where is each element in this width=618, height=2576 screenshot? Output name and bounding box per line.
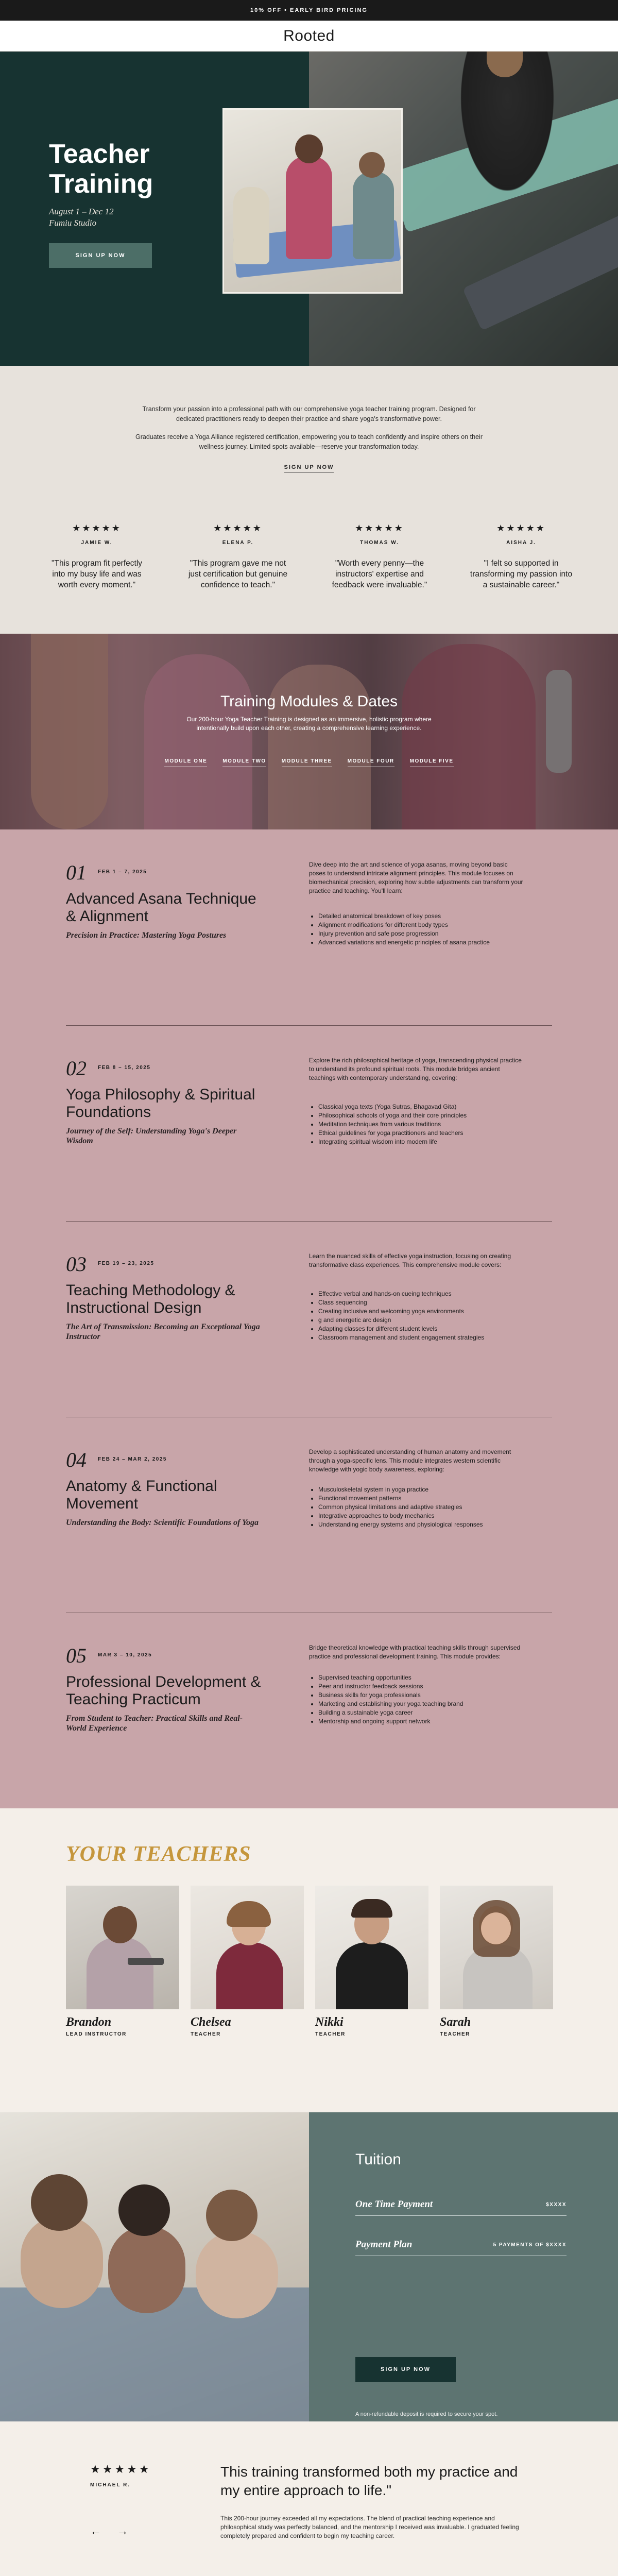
divider bbox=[66, 1221, 552, 1222]
hero-dates bbox=[49, 206, 114, 229]
module-description: Learn the nuanced skills of effective yoga instruction, focusing on creating transformative class experiences. This comprehensive module covers: bbox=[309, 1252, 511, 1268]
module-title: Advanced Asana Technique & Alignment bbox=[66, 890, 256, 925]
testimonial-author: MICHAEL R. bbox=[90, 2482, 131, 2488]
arrow-left-icon[interactable]: ← bbox=[90, 2524, 101, 2537]
list-item: • Alignment modifications for different body types bbox=[318, 921, 524, 929]
intro-signup-link[interactable]: SIGN UP NOW bbox=[284, 464, 334, 472]
teachers-title: YOUR TEACHERS bbox=[66, 1842, 251, 1866]
list-item: • Mentorship and ongoing support network bbox=[318, 1717, 524, 1726]
module-topics bbox=[318, 1103, 524, 1146]
module-number: 02 bbox=[66, 1057, 87, 1080]
hero-dates-line: August 1 – Dec 12 bbox=[49, 207, 114, 216]
teachers-section bbox=[0, 1808, 618, 2112]
testimonial-quote: This training transformed both my practice and my entire approach to life." bbox=[220, 2464, 518, 2498]
rating-stars: ★★★★★ bbox=[72, 523, 122, 533]
module-subtitle: From Student to Teacher: Practical Skills and Real-World Experience bbox=[66, 1714, 243, 1733]
list-item: • Building a sustainable yoga career bbox=[318, 1708, 524, 1717]
hero-location-line: Fumiu Studio bbox=[49, 218, 97, 228]
module-topics bbox=[318, 912, 524, 947]
module-subtitle: Journey of the Self: Understanding Yoga's Deeper Wisdom bbox=[66, 1127, 237, 1145]
list-item: • Musculoskeletal system in yoga practice bbox=[318, 1485, 524, 1494]
teacher-role: LEAD INSTRUCTOR bbox=[66, 2031, 127, 2037]
teacher-card[interactable] bbox=[440, 1886, 553, 2037]
list-item: • Meditation techniques from various traditions bbox=[318, 1120, 524, 1129]
modules-description: Our 200-hour Yoga Teacher Training is designed as an immersive, holistic program where intentionally build upon each other, creating a comprehensive learning experience. bbox=[186, 716, 432, 732]
list-item: • Marketing and establishing your yoga teaching brand bbox=[318, 1700, 524, 1708]
teacher-card[interactable] bbox=[66, 1886, 179, 2037]
teacher-photo bbox=[440, 1886, 553, 2009]
testimonial-author: ELENA P. bbox=[222, 540, 254, 546]
hero-title: Teacher Training bbox=[49, 139, 153, 199]
testimonials-row bbox=[0, 500, 618, 634]
teacher-photo bbox=[66, 1886, 179, 2009]
rating-stars: ★★★★★ bbox=[213, 523, 263, 533]
modules-section bbox=[0, 634, 618, 1808]
teacher-role: TEACHER bbox=[315, 2031, 346, 2037]
teacher-name: Chelsea bbox=[191, 2015, 231, 2029]
intro-paragraph: Graduates receive a Yoga Alliance registered certification, empowering you to teach confidently and inspire others on their wellness journey. Limited spots available—reserve your transformation today. bbox=[135, 433, 483, 450]
teacher-role: TEACHER bbox=[191, 2031, 221, 2037]
list-item: • Advanced variations and energetic principles of asana practice bbox=[318, 938, 524, 947]
teacher-name: Nikki bbox=[315, 2015, 344, 2029]
teacher-photo bbox=[191, 1886, 304, 2009]
module-block bbox=[0, 1417, 618, 1613]
testimonial-author: AISHA J. bbox=[506, 540, 536, 546]
module-topics bbox=[318, 1485, 524, 1529]
testimonial-quote: "This program gave me not just certification but genuine confidence to teach." bbox=[188, 559, 288, 589]
testimonial-quote: "This program fit perfectly into my busy life and was worth every moment." bbox=[51, 559, 143, 589]
list-item: • Effective verbal and hands-on cueing techniques bbox=[318, 1290, 524, 1298]
testimonial-card bbox=[45, 523, 148, 590]
teacher-card[interactable] bbox=[191, 1886, 304, 2037]
rating-stars: ★★★★★ bbox=[90, 2463, 151, 2476]
module-date: FEB 24 – MAR 2, 2025 bbox=[98, 1456, 167, 1462]
tab-module-five[interactable]: MODULE FIVE bbox=[410, 758, 454, 767]
brand-logo[interactable]: Rooted bbox=[283, 27, 335, 44]
list-item: • Adapting classes for different student levels bbox=[318, 1325, 524, 1333]
rating-stars: ★★★★★ bbox=[355, 523, 404, 533]
tab-module-four[interactable]: MODULE FOUR bbox=[348, 758, 394, 767]
module-number: 04 bbox=[66, 1448, 87, 1471]
teacher-name: Sarah bbox=[440, 2015, 471, 2029]
module-subtitle: The Art of Transmission: Becoming an Exceptional Yoga Instructor bbox=[66, 1323, 260, 1341]
list-item: • Injury prevention and safe pose progression bbox=[318, 929, 524, 938]
testimonial-quote: "Worth every penny—the instructors' expertise and feedback were invaluable." bbox=[332, 559, 427, 589]
divider bbox=[66, 1025, 552, 1026]
list-item: • g and energetic arc design bbox=[318, 1316, 524, 1325]
modules-title: Training Modules & Dates bbox=[220, 693, 398, 710]
tuition-price: 5 PAYMENTS OF $XXXX bbox=[493, 2242, 566, 2248]
module-title: Yoga Philosophy & Spiritual Foundations bbox=[66, 1086, 255, 1121]
tuition-label: Payment Plan bbox=[355, 2239, 413, 2250]
module-number: 01 bbox=[66, 861, 87, 884]
deposit-note: A non-refundable deposit is required to secure your spot. bbox=[355, 2411, 498, 2417]
tuition-title: Tuition bbox=[355, 2151, 401, 2168]
rating-stars: ★★★★★ bbox=[496, 523, 546, 533]
tuition-label: One Time Payment bbox=[355, 2199, 433, 2210]
list-item: • Integrating spiritual wisdom into modern life bbox=[318, 1138, 524, 1146]
teacher-photo bbox=[315, 1886, 428, 2009]
list-item: • Peer and instructor feedback sessions bbox=[318, 1682, 524, 1691]
module-description: Develop a sophisticated understanding of human anatomy and movement through a yoga-specific lens. This module integrates western scientific knowledge with yogic body awareness, exploring: bbox=[309, 1448, 511, 1473]
list-item: • Supervised teaching opportunities bbox=[318, 1673, 524, 1682]
teacher-card[interactable] bbox=[315, 1886, 428, 2037]
module-topics bbox=[318, 1290, 524, 1342]
list-item: • Ethical guidelines for yoga practitioners and teachers bbox=[318, 1129, 524, 1138]
list-item: • Classical yoga texts (Yoga Sutras, Bhagavad Gita) bbox=[318, 1103, 524, 1111]
intro-paragraph: Transform your passion into a professional path with our comprehensive yoga teacher training program. Designed for dedicated practitioners ready to deepen their practice and share yoga's transformative power. bbox=[142, 405, 476, 422]
teacher-name: Brandon bbox=[66, 2015, 112, 2029]
testimonial-author: JAMIE W. bbox=[81, 540, 113, 546]
tuition-section bbox=[0, 2112, 618, 2421]
module-subtitle: Understanding the Body: Scientific Foundations of Yoga bbox=[66, 1518, 259, 1527]
module-date: FEB 8 – 15, 2025 bbox=[98, 1065, 151, 1071]
hero-signup-button[interactable]: SIGN UP NOW bbox=[49, 243, 152, 268]
list-item: • Classroom management and student engagement strategies bbox=[318, 1333, 524, 1342]
testimonial-body: This 200-hour journey exceeded all my expectations. The blend of practical teaching experience and philosophical study was perfectly balanced, and the mentorship I received was invaluable. I graduated feeling completely prepared and confident to begin my teaching career. bbox=[220, 2515, 519, 2539]
carousel-controls bbox=[90, 2524, 128, 2538]
announcement-bar bbox=[0, 0, 618, 21]
list-item: • Business skills for yoga professionals bbox=[318, 1691, 524, 1700]
module-subtitle: Precision in Practice: Mastering Yoga Postures bbox=[66, 931, 227, 940]
teacher-role: TEACHER bbox=[440, 2031, 470, 2037]
module-title: Teaching Methodology & Instructional Design bbox=[66, 1282, 235, 1316]
tab-module-one[interactable]: MODULE ONE bbox=[164, 758, 207, 767]
module-description: Dive deep into the art and science of yoga asanas, moving beyond basic poses to understand intricate alignment principles. This module focuses on biomechanical precision, exploring how subtle adjustments can transform your practice and teaching. You'll learn: bbox=[309, 861, 523, 894]
tuition-price: $XXXX bbox=[546, 2201, 566, 2208]
list-item: • Detailed anatomical breakdown of key poses bbox=[318, 912, 524, 921]
announcement-text: 10% OFF • EARLY BIRD PRICING bbox=[250, 7, 368, 13]
testimonial-card bbox=[328, 523, 431, 590]
module-tabs bbox=[0, 758, 618, 767]
tuition-row bbox=[355, 2199, 566, 2216]
module-block bbox=[0, 1221, 618, 1417]
site-header bbox=[0, 21, 618, 52]
testimonial-card bbox=[186, 523, 289, 590]
list-item: • Integrative approaches to body mechanics bbox=[318, 1512, 524, 1520]
modules-banner bbox=[0, 634, 618, 829]
intro-section bbox=[0, 366, 618, 500]
tab-module-three[interactable]: MODULE THREE bbox=[282, 758, 332, 767]
module-block bbox=[0, 1613, 618, 1808]
module-date: FEB 1 – 7, 2025 bbox=[98, 869, 147, 875]
list-item: • Class sequencing bbox=[318, 1298, 524, 1307]
tab-module-two[interactable]: MODULE TWO bbox=[222, 758, 266, 767]
module-description: Bridge theoretical knowledge with practical teaching skills through supervised practice and professional development training. This module provides: bbox=[309, 1644, 521, 1660]
testimonial-quote: "I felt so supported in transforming my passion into a sustainable career." bbox=[470, 559, 573, 589]
tuition-row bbox=[355, 2239, 566, 2256]
hero-section bbox=[0, 52, 618, 366]
list-item: • Understanding energy systems and physiological responses bbox=[318, 1520, 524, 1529]
list-item: • Creating inclusive and welcoming yoga environments bbox=[318, 1307, 524, 1316]
module-description: Explore the rich philosophical heritage of yoga, transcending physical practice to understand its profound spiritual roots. This module bridges ancient teachings with contemporary understanding, covering: bbox=[309, 1057, 522, 1081]
list-item: • Common physical limitations and adaptive strategies bbox=[318, 1503, 524, 1512]
tuition-class-photo bbox=[0, 2112, 309, 2421]
module-block bbox=[0, 1025, 618, 1221]
hero-inset-photo bbox=[222, 108, 403, 294]
testimonial-card bbox=[470, 523, 573, 590]
module-date: MAR 3 – 10, 2025 bbox=[98, 1652, 152, 1658]
module-block bbox=[0, 829, 618, 1025]
module-topics bbox=[318, 1673, 524, 1726]
arrow-right-icon[interactable]: → bbox=[117, 2524, 128, 2537]
module-date: FEB 19 – 23, 2025 bbox=[98, 1261, 154, 1266]
module-number: 05 bbox=[66, 1644, 87, 1667]
list-item: • Functional movement patterns bbox=[318, 1494, 524, 1503]
module-number: 03 bbox=[66, 1252, 87, 1276]
tuition-signup-button[interactable]: SIGN UP NOW bbox=[355, 2357, 456, 2382]
module-title: Professional Development & Teaching Practicum bbox=[66, 1673, 261, 1708]
featured-testimonial bbox=[0, 2421, 618, 2576]
testimonial-author: THOMAS W. bbox=[360, 540, 399, 546]
module-title: Anatomy & Functional Movement bbox=[66, 1478, 217, 1512]
list-item: • Philosophical schools of yoga and their core principles bbox=[318, 1111, 524, 1120]
